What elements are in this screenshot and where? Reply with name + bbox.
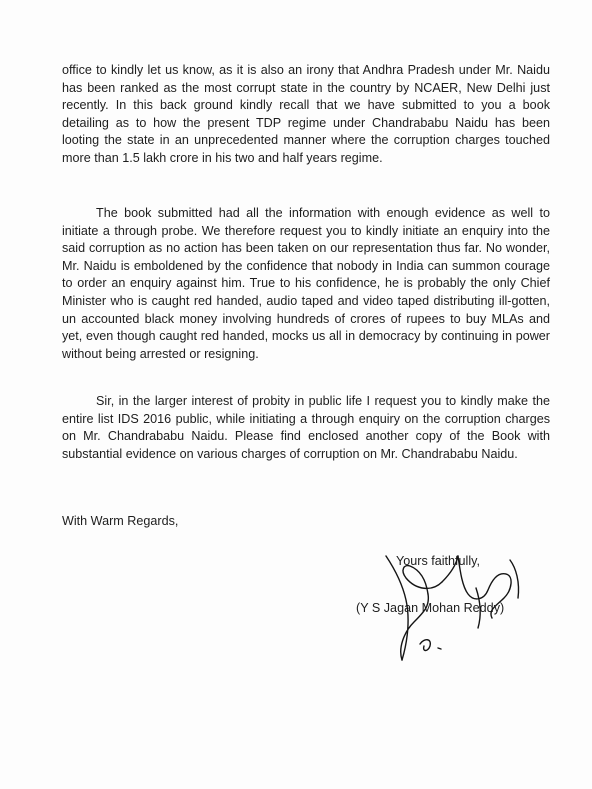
signature-block [356, 548, 550, 668]
valediction: Yours faithfully, [396, 554, 481, 568]
letter-paragraph-3: Sir, in the larger interest of probity in public life I request you to kindly make the entire list IDS 2016 public, while initiating a through enquiry on the corruption charges on Mr. Chandrababu Naidu. Please find enclosed another copy of the Book with substantial evidence on various charges of corruption on Mr. Chandrababu Naidu. [62, 394, 550, 461]
closing-line: With Warm Regards, [62, 514, 179, 528]
letter-paragraph-2: The book submitted had all the information with enough evidence as well to initiate a through probe. We therefore request you to kindly initiate an enquiry into the said corruption as no action has been taken on our representation thus far. No wonder, Mr. Naidu is emboldened by the confidence that nobody in India can summon courage to order an enquiry against him. True to his confidence, he is probably the only Chief Minister who is caught red handed, audio taped and video taped distributing ill-gotten, un accounted black money involving hundreds of crores of rupees to buy MLAs and yet, even though caught red handed, mocks us all in democracy by continuing in power without being arrested or resigning. [62, 206, 550, 361]
signatory-name: (Y S Jagan Mohan Reddy) [356, 601, 505, 615]
letter-paragraph-1: office to kindly let us know, as it is also an irony that Andhra Pradesh under Mr. Naidu has been ranked as the most corrupt state in the country by NCAER, New Delhi just recently. In this back ground kindly recall that we have submitted to you a book detailing as to how the present TDP regime under Chandrababu Naidu has been looting the state in an unprecedented manner where the corruption charges touched more than 1.5 lakh crore in his two and half years regime. [62, 63, 550, 165]
